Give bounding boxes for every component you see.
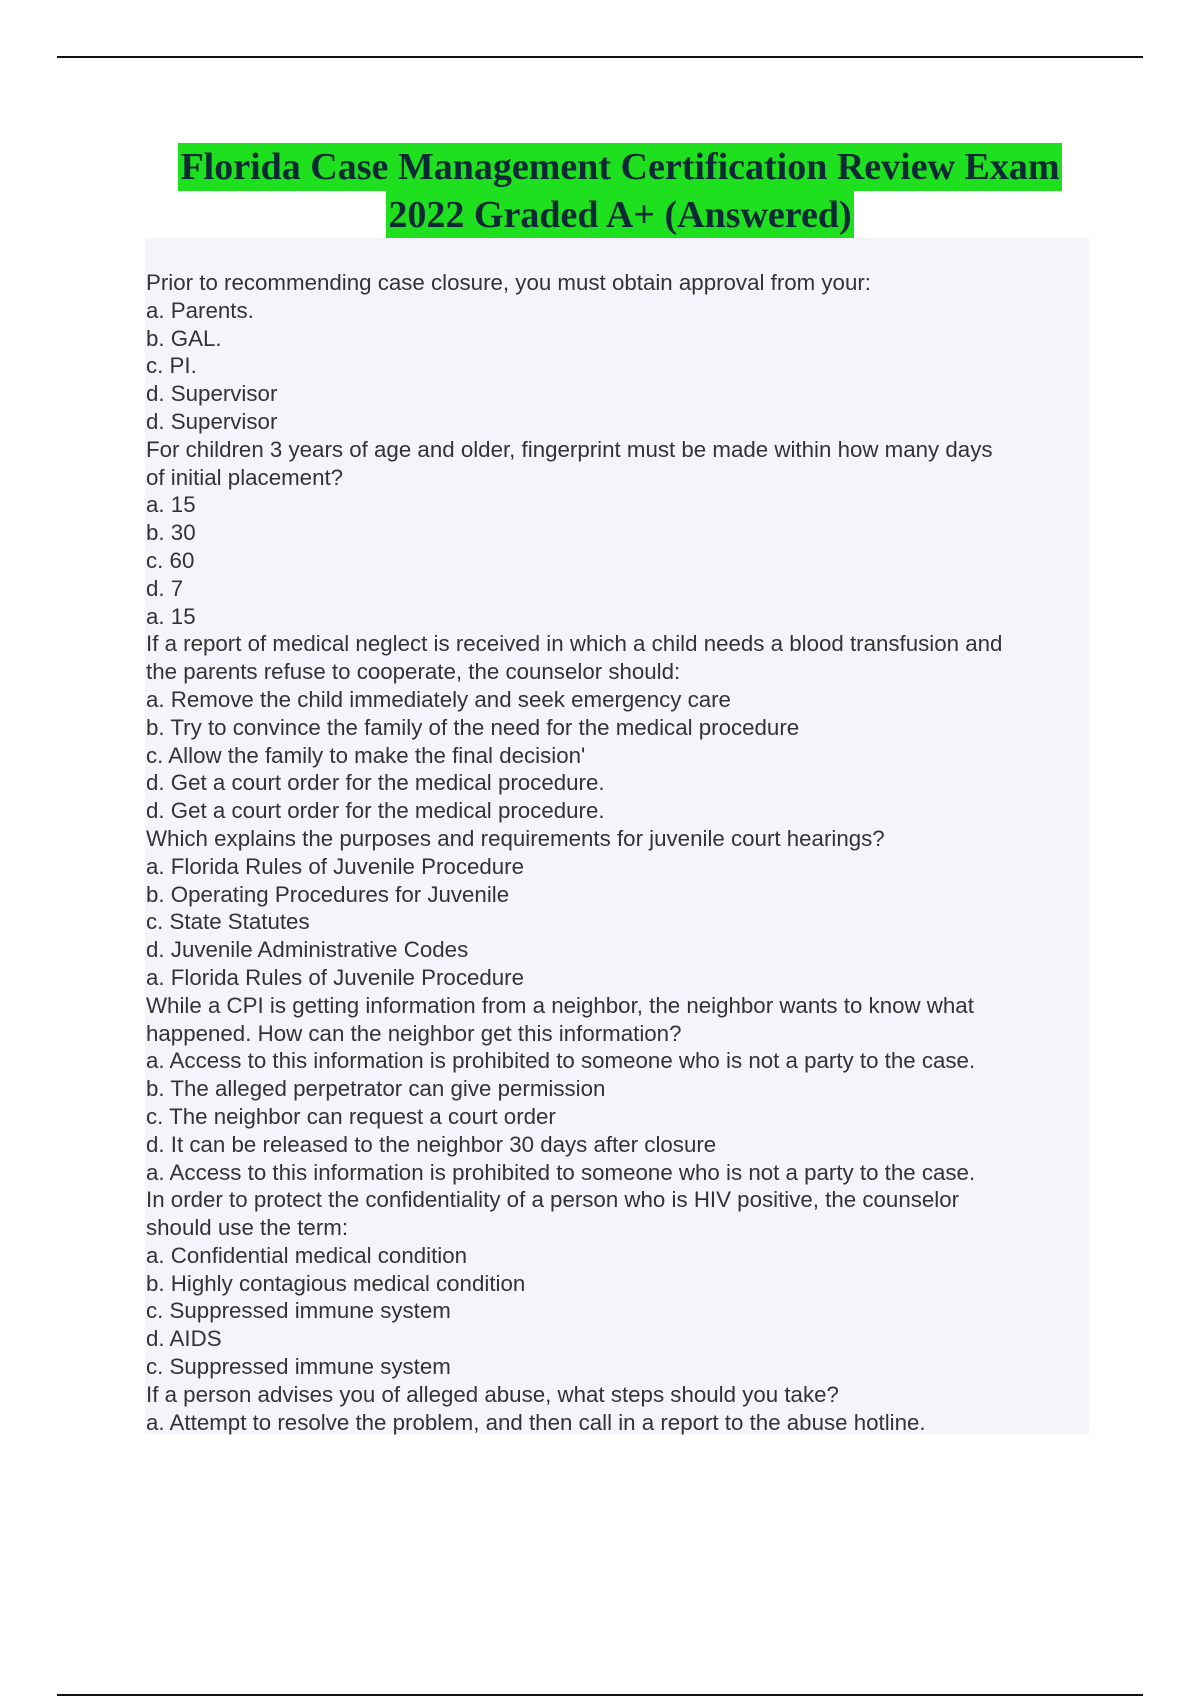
text-line: Which explains the purposes and requirements for juvenile court hearings? [146, 825, 885, 851]
document-title [145, 143, 1095, 239]
text-line: b. 30 [146, 520, 196, 546]
text-line: the parents refuse to cooperate, the counselor should: [146, 659, 681, 685]
text-line: b. The alleged perpetrator can give permission [146, 1076, 606, 1102]
text-line: a. Confidential medical condition [146, 1242, 468, 1268]
text-line: c. Allow the family to make the final decision' [146, 742, 586, 768]
text-line: d. Supervisor [146, 381, 278, 407]
text-line: c. The neighbor can request a court order [146, 1103, 556, 1129]
text-line: a. 15 [146, 603, 196, 629]
text-line: d. It can be released to the neighbor 30 days after closure [146, 1131, 717, 1157]
text-line: c. PI. [146, 353, 197, 379]
text-line: d. Supervisor [146, 408, 278, 434]
text-line: happened. How can the neighbor get this information? [146, 1020, 682, 1046]
title-line-1: Florida Case Management Certification Review Exam [178, 143, 1061, 191]
text-line: d. AIDS [146, 1326, 222, 1352]
bottom-rule [57, 1694, 1143, 1696]
text-line: d. 7 [146, 575, 184, 601]
top-rule [57, 56, 1143, 58]
text-line: b. Try to convince the family of the need for the medical procedure [146, 714, 800, 740]
text-line: In order to protect the confidentiality of a person who is HIV positive, the counselor [146, 1187, 960, 1213]
text-line: While a CPI is getting information from a neighbor, the neighbor wants to know what [146, 992, 974, 1018]
text-line: For children 3 years of age and older, fingerprint must be made within how many days [146, 436, 993, 462]
title-line-2: 2022 Graded A+ (Answered) [386, 191, 853, 239]
text-line: b. Highly contagious medical condition [146, 1270, 526, 1296]
text-line: a. Parents. [146, 297, 254, 323]
text-line: c. Suppressed immune system [146, 1298, 451, 1324]
text-line: c. Suppressed immune system [146, 1354, 451, 1380]
text-line: of initial placement? [146, 464, 344, 490]
qa-content-block [145, 238, 1089, 1434]
text-line: b. Operating Procedures for Juvenile [146, 881, 510, 907]
text-line: a. Remove the child immediately and seek emergency care [146, 686, 731, 712]
text-line: c. 60 [146, 547, 195, 573]
text-line: d. Juvenile Administrative Codes [146, 937, 469, 963]
text-line: should use the term: [146, 1215, 349, 1241]
text-line: a. Florida Rules of Juvenile Procedure [146, 964, 525, 990]
text-line: If a person advises you of alleged abuse, what steps should you take? [146, 1381, 839, 1407]
text-line: a. Attempt to resolve the problem, and then call in a report to the abuse hotline. [146, 1409, 926, 1435]
text-line: b. GAL. [146, 325, 222, 351]
text-line: a. Access to this information is prohibited to someone who is not a party to the case. [146, 1048, 976, 1074]
text-line: a. 15 [146, 492, 196, 518]
text-line: d. Get a court order for the medical procedure. [146, 798, 605, 824]
text-line: d. Get a court order for the medical procedure. [146, 770, 605, 796]
text-line: If a report of medical neglect is received in which a child needs a blood transfusion and [146, 631, 1003, 657]
text-line: Prior to recommending case closure, you must obtain approval from your: [146, 270, 871, 295]
text-line: c. State Statutes [146, 909, 310, 935]
text-line: a. Florida Rules of Juvenile Procedure [146, 853, 525, 879]
text-line: a. Access to this information is prohibited to someone who is not a party to the case. [146, 1159, 976, 1185]
